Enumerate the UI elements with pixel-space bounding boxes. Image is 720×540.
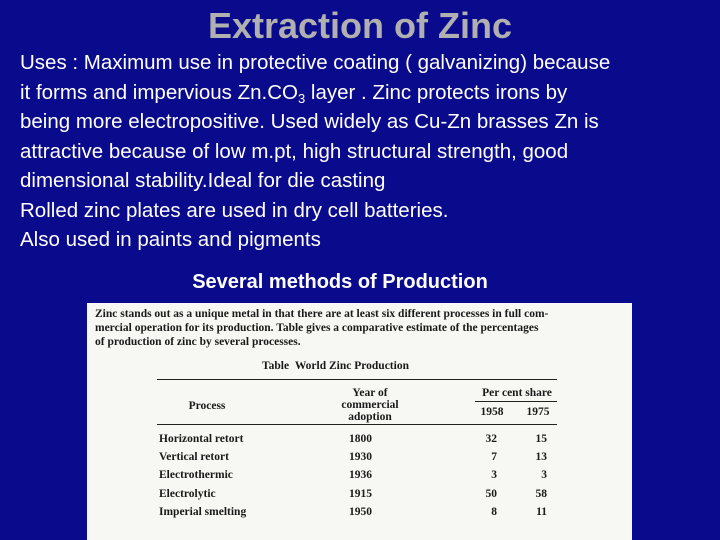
- uses-paragraph: [20, 48, 716, 255]
- table-title: World Zinc Production: [294, 360, 409, 372]
- cell-year: 1950: [349, 505, 372, 518]
- cell-share-1958: 32: [485, 433, 497, 445]
- cell-share-1975: 15: [535, 433, 547, 445]
- header-share: Per cent share: [482, 387, 552, 399]
- uses-line-5: dimensional stability.Ideal for die casting: [20, 169, 386, 192]
- scan-intro-text: [95, 307, 625, 349]
- cell-process: Electrolytic: [159, 487, 216, 500]
- header-year-line: Year of: [352, 387, 388, 399]
- cell-share-1958: 50: [485, 487, 497, 500]
- uses-line-3: being more electropositive. Used widely as Cu-Zn brasses Zn is: [20, 110, 599, 133]
- table-top-rule: [157, 379, 557, 380]
- uses-line-2-end: layer . Zinc protects irons by: [305, 80, 568, 104]
- header-process: Process: [188, 400, 226, 412]
- cell-process: Imperial smelting: [159, 505, 247, 518]
- cell-share-1958: 8: [491, 505, 497, 518]
- header-bottom-rule: [157, 424, 557, 425]
- header-1958: 1958: [480, 406, 504, 418]
- share-rule: [475, 401, 557, 402]
- cell-share-1975: 3: [541, 469, 547, 482]
- cell-year: 1930: [349, 451, 372, 464]
- cell-process: Electrothermic: [159, 469, 233, 482]
- header-year-line: adoption: [348, 411, 392, 423]
- table-label: Table: [262, 360, 290, 372]
- uses-line-2-start: it forms and impervious Zn.CO: [20, 80, 298, 104]
- uses-line-7: Also used in paints and pigments: [20, 228, 321, 251]
- cell-process: Vertical retort: [159, 451, 229, 464]
- slide-title: Extraction of Zinc: [207, 5, 513, 46]
- cell-share-1975: 13: [535, 451, 547, 464]
- header-year: [330, 387, 410, 423]
- table-caption: [262, 360, 409, 372]
- uses-line-1: Uses : Maximum use in protective coating ( galvanizing) because: [20, 51, 611, 74]
- production-subheading: Several methods of Production: [192, 271, 488, 293]
- cell-year: 1915: [349, 487, 372, 500]
- scan-intro-line: of production of zinc by several processes.: [95, 336, 301, 348]
- cell-share-1975: 11: [536, 505, 547, 518]
- cell-year: 1800: [349, 433, 372, 445]
- cell-share-1975: 58: [535, 487, 547, 500]
- cell-process: Horizontal retort: [159, 433, 244, 445]
- uses-line-4: attractive because of low m.pt, high structural strength, good: [20, 139, 569, 163]
- cell-share-1958: 7: [491, 451, 497, 464]
- header-1975: 1975: [526, 406, 550, 418]
- cell-share-1958: 3: [491, 469, 497, 482]
- scanned-table-image: [87, 303, 632, 540]
- subscript-3: 3: [297, 90, 306, 106]
- cell-year: 1936: [349, 469, 372, 482]
- header-year-line: commercial: [341, 399, 399, 411]
- scan-intro-line: Zinc stands out as a unique metal in that there are at least six different processes in full com-: [95, 308, 549, 320]
- uses-line-2: [20, 78, 716, 108]
- uses-line-6: Rolled zinc plates are used in dry cell batteries.: [20, 198, 449, 222]
- scan-intro-line: mercial operation for its production. Table gives a comparative estimate of the percentages: [95, 322, 539, 334]
